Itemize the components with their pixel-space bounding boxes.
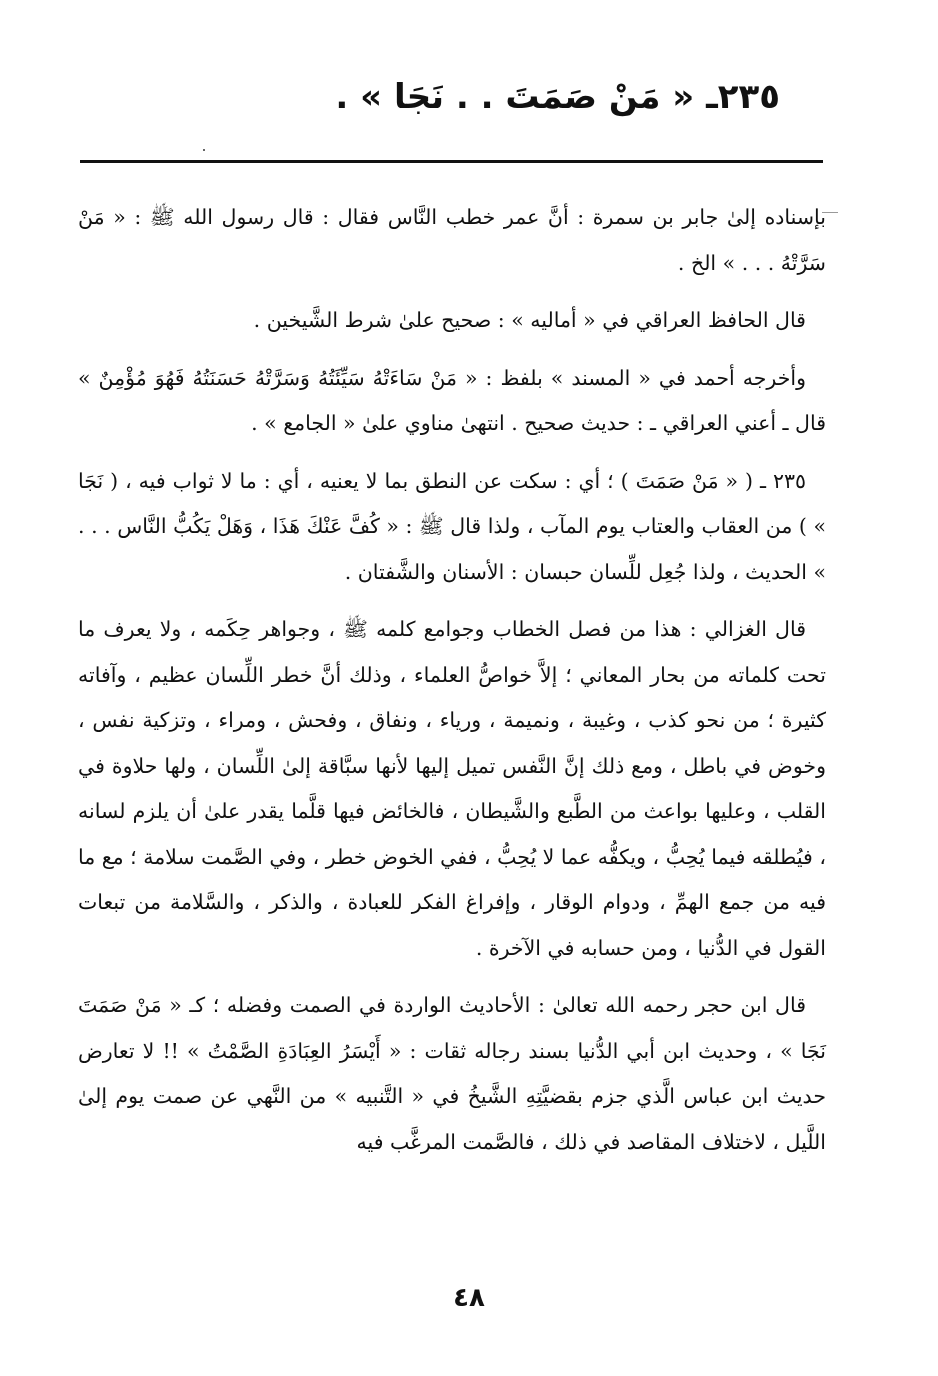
paragraph-ghazali: قال الغزالي : هذا من فصل الخطاب وجوامع كلمه ﷺ ، وجواهر حِكَمه ، ولا يعرف ما تحت كلماته من بحار المعاني ؛ إلاَّ خواصُّ العلماء ، وذلك أنَّ خطر اللِّسان عظيم ، وآفاته كثيرة ؛ من نحو كذب ، وغيبة ، ونميمة ، ورياء ، ونفاق ، وفحش ، ومراء ، وتزكية نفس ، وخوض في باطل ، ومع ذلك إنَّ النَّفس تميل إليها لأنها سبَّاقة إلىٰ اللِّسان ، ولها حلاوة في القلب ، وعليها بواعث من الطَّبع والشَّيطان ، فالخائض فيها قلَّما يقدر علىٰ أن يلزم لسانه ، فيُطلقه فيما يُحِبُّ ، ويكفُّه عما لا يُحِبُّ ، ففي الخوض خطر ، وفي الصَّمت سلامة ؛ مع ما فيه من جمع الهمِّ ، ودوام الوقار ، وإفراغ الفكر للعبادة ، والذكر ، والسَّلامة من تبعات القول في الدُّنيا ، ومن حسابه في الآخرة . bbox=[78, 617, 826, 960]
paragraph-commentary: ٢٣٥ ـ ( « مَنْ صَمَتَ ) ؛ أي : سكت عن النطق بما لا يعنيه ، أي : ما لا ثواب فيه ، ( نَجَا » ) من العقاب والعتاب يوم المآب ، ولذا قال ﷺ : « كُفَّ عَنْكَ هَذَا ، وَهَلْ يَكُبُّ النَّاس . . . » الحديث ، ولذا جُعِل للِّسان حبسان : الأسنان والشَّفتان . bbox=[78, 468, 826, 584]
speck bbox=[203, 149, 205, 151]
hadith-heading: ٢٣٥ـ « مَنْ صَمَتَ . . نَجَا » . bbox=[335, 77, 780, 117]
paragraph-isnad: بإسناده إلىٰ جابر بن سمرة : أنَّ عمر خطب النَّاس فقال : قال رسول الله ﷺ : « مَنْ سَرَّتْهُ . . . » الخ . bbox=[78, 205, 826, 275]
page-body bbox=[78, 195, 826, 1177]
paragraph-ibn-hajar: قال ابن حجر رحمه الله تعالىٰ : الأحاديث الواردة في الصمت وفضله ؛ كـ « مَنْ صَمَتَ نَجَا » ، وحديث ابن أبي الدُّنيا بسند رجاله ثقات : « أَيْسَرُ العِبَادَةِ الصَّمْتُ » !! لا تعارض حديث ابن عباس الَّذي جزم بقضيَّتِهِ الشَّيخُ في « التَّنبيه » من النَّهي عن صمت يوم إلىٰ اللَّيل ، لاختلاف المقاصد في ذلك ، فالصَّمت المرغَّب فيه bbox=[78, 993, 826, 1154]
heading-divider bbox=[80, 160, 823, 163]
paragraph-ahmad: وأخرجه أحمد في « المسند » بلفظ : « مَنْ سَاءَتْهُ سَيِّئَتُهُ وَسَرَّتْهُ حَسَنَتُهُ فَهُوَ مُؤْمِنٌ » قال ـ أعني العراقي ـ : حديث صحيح . انتهىٰ مناوي علىٰ « الجامع » . bbox=[78, 365, 826, 435]
page-number: ٤٨ bbox=[453, 1283, 485, 1313]
paragraph-iraqi: قال الحافظ العراقي في « أماليه » : صحيح علىٰ شرط الشَّيخين . bbox=[253, 308, 806, 332]
